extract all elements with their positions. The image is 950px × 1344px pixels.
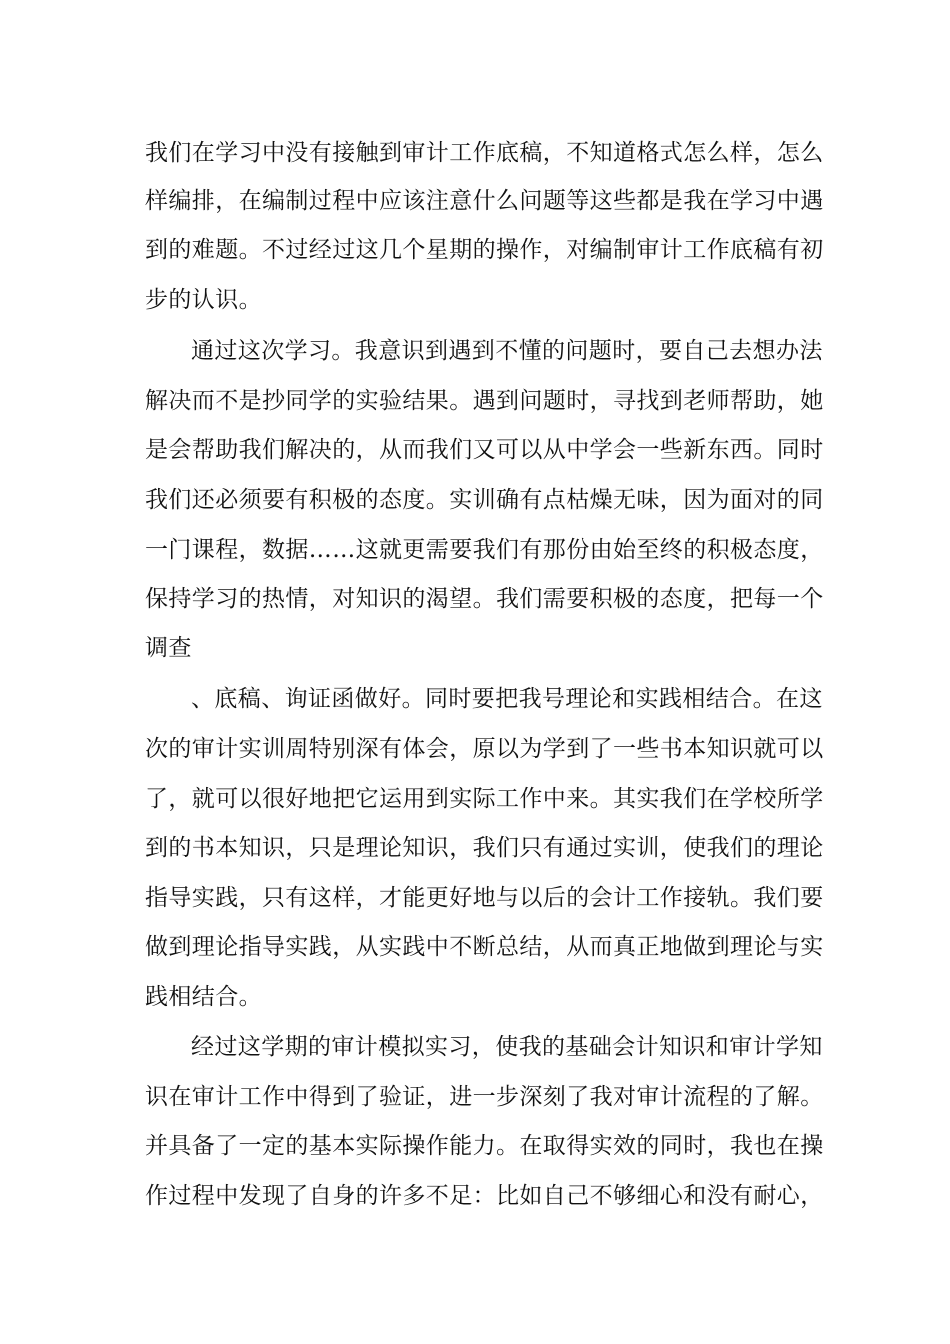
text-line: 做到理论指导实践，从实践中不断总结，从而真正地做到理论与实 — [145, 934, 824, 960]
text-line: 指导实践，只有这样，才能更好地与以后的会计工作接轨。我们要 — [145, 885, 824, 911]
text-line: 并具备了一定的基本实际操作能力。在取得实效的同时，我也在操 — [145, 1133, 824, 1159]
text-line: 通过这次学习。我意识到遇到不懂的问题时，要自己去想办法 — [191, 338, 823, 364]
text-line: 步的认识。 — [145, 287, 262, 313]
text-line: 是会帮助我们解决的，从而我们又可以从中学会一些新东西。同时 — [145, 437, 824, 463]
text-line: 解决而不是抄同学的实验结果。遇到问题时，寻找到老师帮助，她 — [145, 388, 824, 414]
text-line: 、底稿、询证函做好。同时要把我号理论和实践相结合。在这 — [191, 686, 823, 712]
text-line: 次的审计实训周特别深有体会，原以为学到了一些书本知识就可以 — [145, 736, 824, 762]
text-line: 样编排，在编制过程中应该注意什么问题等这些都是我在学习中遇 — [145, 188, 824, 214]
text-line: 经过这学期的审计模拟实习，使我的基础会计知识和审计学知 — [191, 1034, 823, 1060]
text-line: 保持学习的热情，对知识的渴望。我们需要积极的态度，把每一个 — [145, 586, 824, 612]
text-line: 践相结合。 — [145, 984, 262, 1010]
text-line: 调查 — [145, 635, 192, 661]
text-line: 了，就可以很好地把它运用到实际工作中来。其实我们在学校所学 — [145, 786, 824, 812]
text-line: 识在审计工作中得到了验证，进一步深刻了我对审计流程的了解。 — [145, 1084, 824, 1110]
text-line: 到的难题。不过经过这几个星期的操作，对编制审计工作底稿有初 — [145, 237, 824, 263]
text-line: 到的书本知识，只是理论知识，我们只有通过实训，使我们的理论 — [145, 835, 824, 861]
text-line: 我们在学习中没有接触到审计工作底稿，不知道格式怎么样，怎么 — [145, 140, 824, 166]
text-line: 我们还必须要有积极的态度。实训确有点枯燥无味，因为面对的同 — [145, 487, 824, 513]
text-line: 一门课程，数据……这就更需要我们有那份由始至终的积极态度， — [145, 537, 824, 563]
text-line: 作过程中发现了自身的许多不足：比如自己不够细心和没有耐心， — [145, 1183, 824, 1209]
